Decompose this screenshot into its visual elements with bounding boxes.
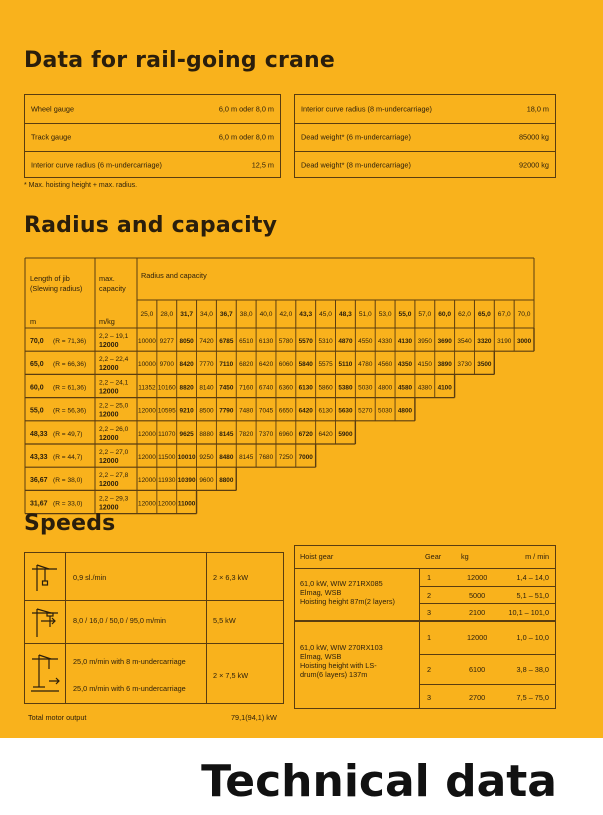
radius-row-1 <box>30 351 494 374</box>
row-range: 2,2 – 19,1 <box>99 333 129 340</box>
speed-hoist: 0,9 sl./min <box>73 573 107 582</box>
radius-row-3 <box>30 398 415 421</box>
cap-cell: 8145 <box>219 430 234 438</box>
total-motor-value: 79,1(94,1) kW <box>231 713 277 722</box>
cap-cell: 11070 <box>158 430 176 438</box>
cap-cell: 9600 <box>199 477 214 485</box>
row-jib: 60,0 <box>30 384 44 392</box>
cap-cell: 5310 <box>318 338 333 345</box>
hoist-g2-speed-3: 7,5 – 75,0 <box>516 693 549 702</box>
row-jib: 70,0 <box>30 338 44 345</box>
row-range: 2,2 – 24,1 <box>99 379 129 387</box>
radius-head-10: 48,3 <box>339 311 352 318</box>
row-slew: (R = 61,36) <box>53 384 87 392</box>
cap-cell: 9210 <box>179 407 194 415</box>
radius-head-8: 43,3 <box>299 311 313 318</box>
cap-cell: 6130 <box>318 407 333 415</box>
cap-cell: 4380 <box>417 384 432 392</box>
cap-cell: 4330 <box>378 338 393 345</box>
radius-head-15: 60,0 <box>438 311 452 318</box>
cap-cell: 12000 <box>138 407 156 415</box>
cap-cell: 10390 <box>177 477 196 485</box>
rail-row-curve-8m: Interior curve radius (8 m-undercarriage) 18,0 m <box>301 104 549 114</box>
cap-cell: 3500 <box>477 361 492 369</box>
cap-cell: 12000 <box>138 500 156 508</box>
hoist-g1-desc-2: Elmag, WSB <box>300 588 342 597</box>
cap-cell: 8500 <box>199 407 214 415</box>
radius-row-0 <box>30 328 534 351</box>
row-range: 2,2 – 26,0 <box>99 425 129 433</box>
cap-cell: 4800 <box>397 407 413 415</box>
hoist-g2-kg-3: 2700 <box>469 693 486 702</box>
cap-cell: 4130 <box>397 338 413 345</box>
cap-cell: 3190 <box>497 338 512 345</box>
cap-cell: 6130 <box>298 384 313 392</box>
hoist-g1-kg-2: 5000 <box>469 591 486 600</box>
row-jib: 65,0 <box>30 361 44 369</box>
cap-cell: 4150 <box>417 361 432 369</box>
row-slew: (R = 66,36) <box>53 361 87 369</box>
cap-cell: 10000 <box>138 361 156 369</box>
row-slew: (R = 71,36) <box>53 338 87 345</box>
row-range: 2,2 – 27,0 <box>99 449 129 456</box>
cap-cell: 4800 <box>378 384 393 392</box>
cap-cell: 8140 <box>199 384 214 392</box>
hoist-g1-kg-1: 12000 <box>467 573 488 582</box>
rail-row-dead-weight-8m: Dead weight* (8 m-undercarriage) 92000 kg <box>301 160 549 169</box>
hoist-g2-gear-2: 2 <box>427 665 432 674</box>
cap-cell: 5110 <box>338 361 353 369</box>
cap-cell: 7160 <box>239 384 254 392</box>
cap-cell: 6060 <box>278 361 293 369</box>
cap-cell: 7045 <box>258 407 274 415</box>
hoist-g2-desc-2: Elmag, WSB <box>300 652 342 661</box>
cap-cell: 6360 <box>278 384 293 392</box>
rail-row-curve-6m: Interior curve radius (6 m-undercarriage) 12,5 m <box>31 160 274 169</box>
cap-cell: 7250 <box>278 454 293 461</box>
radius-head-19: 70,0 <box>517 311 531 318</box>
cap-cell: 9277 <box>159 338 174 345</box>
row-max-cap: 12000 <box>99 504 119 512</box>
hoist-gear-table <box>294 545 556 709</box>
speed-trolley: 8,0 / 16,0 / 50,0 / 95,0 m/min <box>73 616 166 625</box>
hoist-head-kg: kg <box>461 552 469 561</box>
head-capacity: capacity <box>99 284 126 293</box>
cap-cell: 3950 <box>417 338 432 345</box>
cap-cell: 4580 <box>397 384 413 392</box>
hoist-g1-gear-3: 3 <box>427 608 432 617</box>
cap-cell: 11500 <box>158 454 176 461</box>
cap-cell: 6650 <box>278 407 293 415</box>
technical-data-title: Technical data <box>201 756 557 807</box>
cap-cell: 4100 <box>437 384 452 392</box>
cap-cell: 5840 <box>298 361 313 369</box>
hoist-g1-desc-1: 61,0 kW, WIW 271RX085 <box>300 579 383 588</box>
cap-cell: 4550 <box>358 338 373 345</box>
row-range: 2,2 – 22,4 <box>99 356 129 364</box>
cap-cell: 5270 <box>358 407 373 415</box>
cap-cell: 4870 <box>338 338 353 345</box>
radius-head-16: 62,0 <box>458 311 471 318</box>
cap-cell: 5900 <box>338 430 353 438</box>
radius-head-3: 34,0 <box>200 311 213 318</box>
hoist-head-gearno: Gear <box>425 552 442 561</box>
power-trolley: 5,5 kW <box>213 616 236 625</box>
hoist-g2-desc-3: Hoisting height with LS- <box>300 661 377 670</box>
row-slew: (R = 38,0) <box>53 477 83 485</box>
cap-cell: 12000 <box>157 500 176 508</box>
cap-cell: 5780 <box>278 338 293 345</box>
cap-cell: 11352 <box>138 384 156 392</box>
hoist-g1-gear-2: 2 <box>427 591 432 600</box>
radius-section-title: Radius and capacity <box>24 213 278 238</box>
radius-head-4: 36,7 <box>219 311 233 318</box>
cap-cell: 7000 <box>298 454 313 461</box>
cap-cell: 7450 <box>219 384 234 392</box>
total-motor-label: Total motor output <box>28 713 87 722</box>
radius-head-5: 38,0 <box>239 311 253 318</box>
cap-cell: 8820 <box>179 384 194 392</box>
cap-cell: 10595 <box>157 407 176 415</box>
cap-cell: 6740 <box>258 384 274 392</box>
cap-cell: 6720 <box>298 430 313 438</box>
hoist-g2-speed-1: 1,0 – 10,0 <box>516 633 549 642</box>
cap-cell: 7110 <box>219 361 234 369</box>
row-jib: 36,67 <box>30 477 48 485</box>
row-slew: (R = 49,7) <box>53 430 83 438</box>
radius-head-14: 57,0 <box>418 311 432 318</box>
radius-head-1: 28,0 <box>160 311 174 318</box>
row-max-cap: 12000 <box>99 342 119 349</box>
power-travel: 2 × 7,5 kW <box>213 671 249 680</box>
radius-head-0: 25,0 <box>140 311 154 318</box>
cap-cell: 8880 <box>199 430 214 438</box>
row-slew: (R = 56,36) <box>53 407 87 415</box>
cap-cell: 8050 <box>179 338 194 345</box>
cap-cell: 5570 <box>298 338 313 345</box>
head-jib: Length of jib <box>30 274 70 283</box>
rail-row-dead-weight-6m: Dead weight* (6 m-undercarriage) 85000 kg <box>301 132 549 142</box>
rail-row-wheel-gauge: Wheel gauge 6,0 m oder 8,0 m <box>31 104 274 114</box>
hoist-head-speed: m / min <box>525 552 549 561</box>
cap-cell: 3730 <box>457 361 472 369</box>
row-slew: (R = 44,7) <box>53 454 83 461</box>
crane-travel-icon <box>29 651 61 695</box>
cap-cell: 5860 <box>318 384 333 392</box>
hoist-g2-desc-1: 61,0 kW, WIW 270RX103 <box>300 643 383 652</box>
radius-head-7: 42,0 <box>279 311 293 318</box>
cap-cell: 10160 <box>157 384 176 392</box>
cap-cell: 8420 <box>179 361 194 369</box>
cap-cell: 10000 <box>138 338 156 345</box>
cap-cell: 3000 <box>516 338 532 345</box>
cap-cell: 6820 <box>239 361 254 369</box>
cap-cell: 8145 <box>239 454 254 461</box>
row-jib: 55,0 <box>30 407 44 415</box>
radius-row-2 <box>30 374 455 397</box>
radius-head-12: 53,0 <box>378 311 392 318</box>
hoist-g1-speed-3: 10,1 – 101,0 <box>508 608 549 617</box>
cap-cell: 5380 <box>338 384 353 392</box>
cap-cell: 11930 <box>158 477 176 485</box>
rail-footnote: * Max. hoisting height + max. radius. <box>24 182 138 189</box>
cap-cell: 6130 <box>258 338 274 345</box>
cap-cell: 3540 <box>457 338 472 345</box>
cap-cell: 6960 <box>278 430 293 438</box>
cap-cell: 11000 <box>177 500 196 508</box>
cap-cell: 7770 <box>199 361 214 369</box>
cap-cell: 12000 <box>138 430 156 438</box>
cap-cell: 5575 <box>318 361 333 369</box>
hoist-g1-speed-1: 1,4 – 14,0 <box>516 573 549 582</box>
cap-cell: 6510 <box>239 338 254 345</box>
hoist-g2-speed-2: 3,8 – 38,0 <box>516 665 549 674</box>
cap-cell: 3690 <box>437 338 452 345</box>
cap-cell: 7420 <box>199 338 214 345</box>
cap-cell: 9250 <box>199 454 214 461</box>
crane-hoist-icon <box>29 561 61 593</box>
head-radius-capacity: Radius and capacity <box>141 271 207 280</box>
speed-travel-8m: 25,0 m/min with 8 m-undercarriage <box>73 657 186 666</box>
cap-cell: 4560 <box>378 361 393 369</box>
row-max-cap: 12000 <box>99 365 119 373</box>
cap-cell: 8800 <box>219 477 234 485</box>
radius-head-17: 65,0 <box>477 311 491 318</box>
cap-cell: 5030 <box>378 407 393 415</box>
cap-cell: 4780 <box>358 361 373 369</box>
speeds-table <box>24 552 284 704</box>
cap-cell: 7480 <box>239 407 254 415</box>
row-range: 2,2 – 25,0 <box>99 402 129 410</box>
row-max-cap: 12000 <box>99 458 119 465</box>
row-slew: (R = 33,0) <box>53 500 83 508</box>
cap-cell: 5630 <box>338 407 353 415</box>
cap-cell: 7680 <box>258 454 274 461</box>
row-jib: 31,67 <box>30 500 48 508</box>
row-jib: 43,33 <box>30 454 48 461</box>
radius-head-2: 31,7 <box>180 311 194 318</box>
cap-cell: 3320 <box>477 338 492 345</box>
hoist-g1-speed-2: 5,1 – 51,0 <box>516 591 549 600</box>
row-max-cap: 12000 <box>99 388 119 396</box>
row-range: 2,2 – 29,3 <box>99 495 129 503</box>
cap-cell: 7790 <box>219 407 234 415</box>
radius-row-5 <box>30 444 316 467</box>
radius-row-4 <box>30 421 355 444</box>
cap-cell: 3890 <box>437 361 452 369</box>
radius-head-11: 51,0 <box>358 311 372 318</box>
radius-head-13: 55,0 <box>398 311 412 318</box>
radius-head-18: 67,0 <box>497 311 511 318</box>
head-unit-m: m <box>30 317 37 326</box>
hoist-g2-desc-4: drum(6 layers) 137m <box>300 670 368 679</box>
radius-head-9: 45,0 <box>319 311 332 318</box>
radius-head-6: 40,0 <box>259 311 273 318</box>
hoist-head-gear: Hoist gear <box>300 552 334 561</box>
cap-cell: 4350 <box>397 361 413 369</box>
speed-travel-6m: 25,0 m/min with 6 m-undercarriage <box>73 684 186 693</box>
head-slewing: (Slewing radius) <box>30 284 83 293</box>
crane-trolley-icon <box>29 605 61 639</box>
cap-cell: 12000 <box>138 477 156 485</box>
speeds-section-title: Speeds <box>24 511 116 536</box>
cap-cell: 5030 <box>358 384 373 392</box>
cap-cell: 12000 <box>138 454 156 461</box>
cap-cell: 9625 <box>179 430 194 438</box>
hoist-g1-gear-1: 1 <box>427 573 432 582</box>
head-max: max. <box>99 274 115 283</box>
hoist-g1-desc-3: Hoisting height 87m(2 layers) <box>300 597 395 606</box>
cap-cell: 10010 <box>177 454 196 461</box>
cap-cell: 6420 <box>258 361 274 369</box>
cap-cell: 6785 <box>219 338 234 345</box>
hoist-g2-gear-3: 3 <box>427 693 432 702</box>
hoist-g2-gear-1: 1 <box>427 633 432 642</box>
head-unit-mkg: m/kg <box>99 317 115 326</box>
row-max-cap: 12000 <box>99 434 119 442</box>
hoist-g2-kg-1: 12000 <box>467 633 488 642</box>
cap-cell: 7370 <box>258 430 274 438</box>
row-jib: 48,33 <box>30 430 48 438</box>
hoist-g2-kg-2: 6100 <box>469 665 486 674</box>
row-max-cap: 12000 <box>99 481 119 489</box>
rail-section-title: Data for rail-going crane <box>24 48 336 73</box>
cap-cell: 9700 <box>159 361 174 369</box>
row-max-cap: 12000 <box>99 411 119 419</box>
rail-row-track-gauge: Track gauge 6,0 m oder 8,0 m <box>31 132 274 142</box>
hoist-g1-kg-3: 2100 <box>469 608 486 617</box>
radius-row-6 <box>30 467 236 490</box>
power-hoist: 2 × 6,3 kW <box>213 573 249 582</box>
row-range: 2,2 – 27,8 <box>99 472 129 480</box>
cap-cell: 7820 <box>239 430 254 438</box>
cap-cell: 8480 <box>219 454 234 461</box>
cap-cell: 6420 <box>318 430 333 438</box>
cap-cell: 6420 <box>298 407 313 415</box>
